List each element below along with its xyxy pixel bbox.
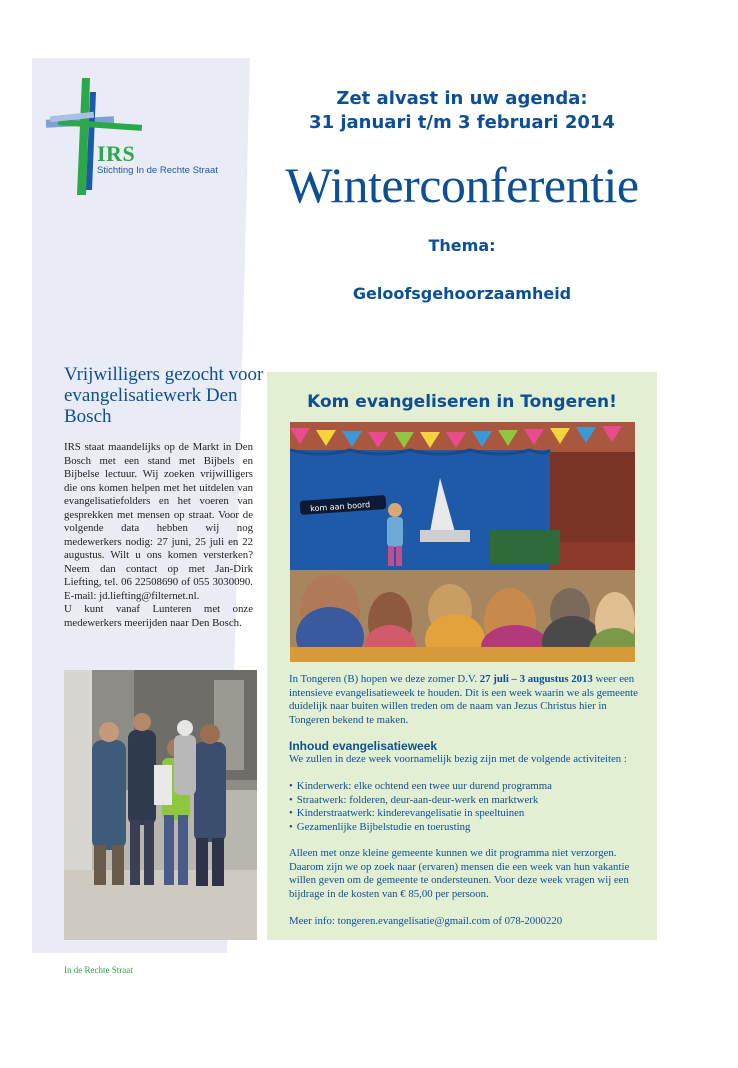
- list-item: • Kinderwerk: elke ochtend een twee uur durend programma: [289, 780, 639, 794]
- logo-subtitle: Stichting In de Rechte Straat: [97, 165, 218, 176]
- volunteers-paragraph-1: IRS staat maandelijks op de Markt in Den Bosch met een stand met Bijbels en Bijbelse lectuur. Wij zoeken vrijwilligers die ons komen helpen met het uitdelen van evangelisatiefolders en het voeren van gesprekken met mensen op straat. Voor de volgende data hebben wij nog medewerkers nodig: 27 juni, 25 juli en 22 augustus. Wilt u ons komen versterken? Neem dan contact op met Jan-Dirk Liefting, tel. 06 22508690 of 055 3030090. E-mail: jd.liefting@filternet.nl.: [64, 441, 253, 602]
- street-evangelism-photo: [64, 670, 257, 940]
- irs-logo-cross-icon: [44, 70, 244, 200]
- tongeren-closing: Alleen met onze kleine gemeente kunnen we dit programma niet verzorgen. Daarom zijn we op zoek naar (ervaren) mensen die een week van hun vakantie willen geven om de gemeente te ondersteunen. Voor deze week vragen wij een bijdrage in de kosten van € 85,00 per persoon.: [289, 847, 630, 900]
- tongeren-title: Kom evangeliseren in Tongeren!: [307, 392, 617, 412]
- list-item: • Straatwerk: folderen, deur-aan-deur-werk en marktwerk: [289, 794, 639, 808]
- logo-name: IRS: [97, 141, 136, 166]
- children-meeting-photo: [290, 422, 635, 662]
- volunteers-paragraph-2: U kunt vanaf Lunteren met onze medewerkers meerijden naar Den Bosch.: [64, 603, 253, 629]
- list-item: • Gezamenlijke Bijbelstudie en toerusting: [289, 821, 639, 835]
- conference-title: Winterconferentie: [285, 157, 639, 213]
- agenda-line-2: 31 januari t/m 3 februari 2014: [309, 112, 615, 133]
- activities-list: [289, 780, 639, 834]
- agenda-line-1: Zet alvast in uw agenda:: [336, 88, 588, 109]
- footer-text: In de Rechte Straat: [64, 965, 133, 975]
- tongeren-panel: [267, 372, 657, 940]
- theme-value: Geloofsgehoorzaamheid: [352, 284, 572, 303]
- volunteers-title: Vrijwilligers gezocht voor evangelisatiewerk Den Bosch: [64, 364, 264, 427]
- list-item: • Kinderstraatwerk: kinderevangelisatie in speeltuinen: [289, 807, 639, 821]
- volunteers-body: [64, 441, 253, 630]
- week-content-heading: Inhoud evangelisatieweek: [289, 739, 438, 753]
- stage-banner-text: kom aan boord: [309, 500, 371, 514]
- intro-before: In Tongeren (B) hopen we deze zomer D.V.: [289, 673, 480, 685]
- tongeren-more-info: Meer info: tongeren.evangelisatie@gmail.com of 078-2000220: [289, 915, 563, 927]
- intro-dates: 27 juli – 3 augustus 2013: [479, 673, 593, 685]
- tongeren-intro: [289, 673, 639, 727]
- theme-label: Thema:: [428, 236, 496, 255]
- week-content-text: We zullen in deze week voornamelijk bezig zijn met de volgende activiteiten :: [289, 753, 627, 765]
- intro-after: weer een intensieve evangelisatieweek te houden. Dit is een week waarin we als gemeente duidelijk naar buiten willen treden om de naam van Jezus Christus hier in Tongeren bekend te maken.: [289, 673, 638, 726]
